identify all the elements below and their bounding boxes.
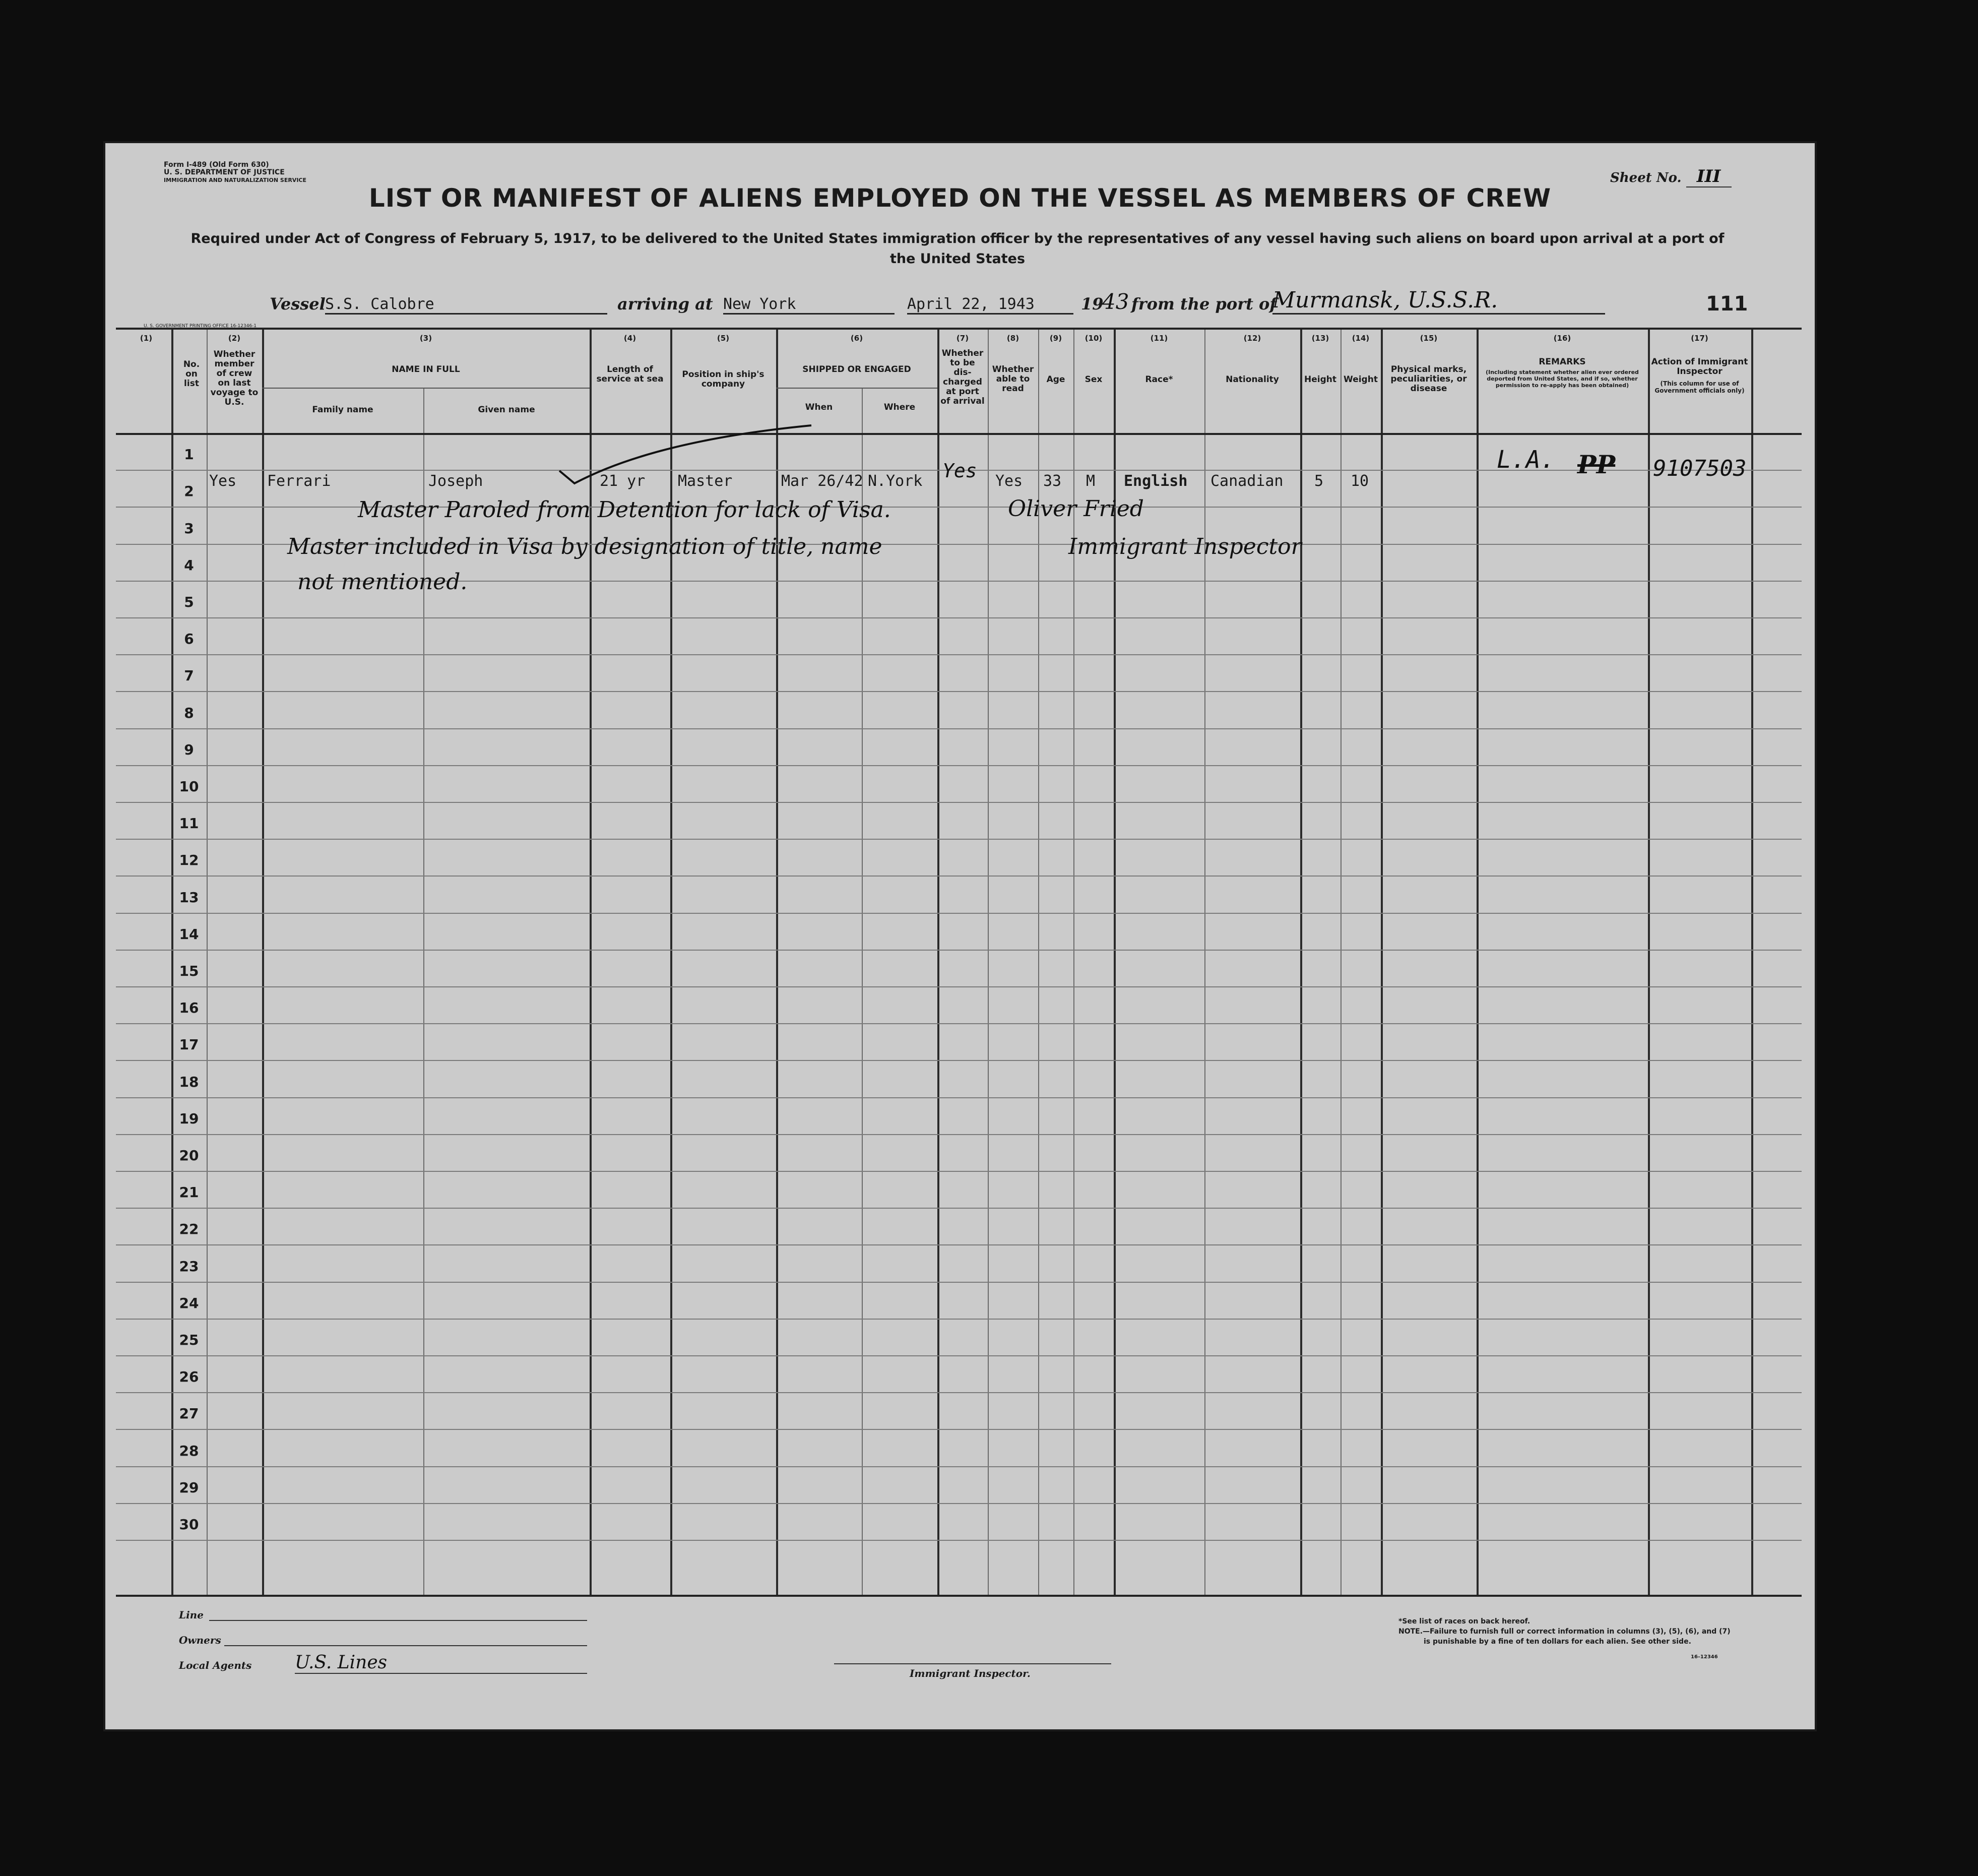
row-number: 17 xyxy=(179,1036,199,1053)
footer-note-2: is punishable by a fine of ten dollars for each alien. See other side. xyxy=(1424,1638,1691,1646)
row-number: 7 xyxy=(184,667,194,684)
col-header-action: Action of Immigrant Inspector xyxy=(1651,357,1748,377)
col-divider xyxy=(988,330,989,1595)
col-divider xyxy=(1751,330,1753,1595)
row-rule xyxy=(116,839,1802,840)
row-number: 21 xyxy=(179,1184,199,1201)
form-dept: U. S. DEPARTMENT OF JUSTICE xyxy=(164,168,285,176)
row-rule xyxy=(116,728,1802,729)
col-num: (6) xyxy=(850,334,863,343)
col-divider xyxy=(1648,330,1650,1595)
cell-height: 5 xyxy=(1314,472,1324,490)
year-prefix: 19 xyxy=(1081,294,1104,314)
cell-read: Yes xyxy=(995,472,1023,490)
footer-line-blank xyxy=(209,1620,587,1621)
col-num: (17) xyxy=(1691,334,1708,343)
col-divider xyxy=(1204,330,1205,1595)
col-num: (14) xyxy=(1352,334,1370,343)
manifest-sheet xyxy=(103,141,1817,1731)
col-divider xyxy=(1381,330,1383,1595)
cell-weight: 10 xyxy=(1351,472,1369,490)
col-header-discharged: Whether to be dis-charged at port of arrival xyxy=(940,348,985,406)
inspector-signature-title: Immigrant Inspector xyxy=(1068,534,1302,559)
cell-where: N.York xyxy=(868,472,923,490)
col-header-age: Age xyxy=(1046,374,1065,385)
col-header-where: Where xyxy=(883,402,916,412)
footer-code: 16–12346 xyxy=(1691,1654,1718,1660)
col-header-weight: Weight xyxy=(1344,374,1378,385)
col-divider xyxy=(1341,330,1342,1595)
col-header-nationality: Nationality xyxy=(1226,374,1279,385)
row-rule xyxy=(116,1060,1802,1061)
vessel-label: Vessel xyxy=(270,294,326,314)
row-number: 5 xyxy=(184,594,194,610)
col-num: (8) xyxy=(1006,334,1019,343)
form-id: Form I-489 (Old Form 630) xyxy=(164,161,269,169)
cell-discharged: Yes xyxy=(942,460,977,482)
row-rule xyxy=(116,913,1802,914)
row-number: 26 xyxy=(179,1368,199,1386)
row-rule xyxy=(116,802,1802,803)
col-header-shipped: SHIPPED OR ENGAGED xyxy=(802,364,911,374)
header-rule xyxy=(116,433,1802,435)
row-number: 14 xyxy=(179,925,199,943)
row-number: 9 xyxy=(184,741,194,758)
col-num: (11) xyxy=(1150,334,1168,343)
col-header-last-voyage: Whether member of crew on last voyage to U.S. xyxy=(210,349,259,407)
col-header-read: Whether able to read xyxy=(992,364,1034,394)
col-header-length-service: Length of service at sea xyxy=(596,364,664,384)
cell-position: Master xyxy=(678,472,733,490)
col-num: (10) xyxy=(1084,334,1103,343)
row-rule xyxy=(116,950,1802,951)
row-number: 16 xyxy=(179,999,199,1017)
row-rule xyxy=(116,1503,1802,1504)
col-num: (9) xyxy=(1049,334,1062,343)
col-divider xyxy=(1300,330,1302,1595)
row-number: 6 xyxy=(184,631,194,648)
row-rule xyxy=(116,1319,1802,1320)
footer-line-label: Line xyxy=(179,1609,204,1621)
row-rule xyxy=(116,1429,1802,1430)
shipped-subrule xyxy=(776,388,937,389)
row-number: 12 xyxy=(179,852,199,869)
row-rule xyxy=(116,1244,1802,1245)
form-service: IMMIGRATION AND NATURALIZATION SERVICE xyxy=(164,177,307,183)
form-id-block xyxy=(164,161,306,184)
col-header-physical-marks: Physical marks, peculiarities, or disease xyxy=(1390,364,1467,394)
handwritten-note-3: not mentioned. xyxy=(297,569,468,595)
row-rule xyxy=(116,986,1802,987)
row-number: 13 xyxy=(179,889,199,906)
row-number: 10 xyxy=(179,778,199,795)
row-rule xyxy=(116,1392,1802,1393)
cell-when: Mar 26/42 xyxy=(781,472,863,490)
struck-mark-icon: PP xyxy=(1577,450,1616,479)
cell-given-name: Joseph xyxy=(428,472,483,490)
col-num: (13) xyxy=(1311,334,1329,343)
from-port-label: from the port of xyxy=(1131,294,1277,314)
row-number: 11 xyxy=(179,815,199,832)
row-rule xyxy=(116,1171,1802,1172)
cell-family-name: Ferrari xyxy=(267,472,331,490)
row-rule xyxy=(116,1208,1802,1209)
row-number: 2 xyxy=(184,483,194,500)
arriving-label: arriving at xyxy=(617,294,713,314)
cell-action: 9107503 xyxy=(1653,456,1747,481)
row-rule xyxy=(116,691,1802,692)
col-header-remarks: REMARKS xyxy=(1539,357,1586,367)
row-number: 19 xyxy=(179,1110,199,1127)
col-header-height: Height xyxy=(1304,374,1336,385)
row-number: 22 xyxy=(179,1221,199,1238)
row-rule xyxy=(116,1355,1802,1356)
col-num: (15) xyxy=(1420,334,1438,343)
row-rule xyxy=(116,1097,1802,1098)
col-divider xyxy=(1477,330,1479,1595)
sheet-number-label: Sheet No. xyxy=(1610,170,1682,185)
col-divider xyxy=(862,388,863,1595)
footer-inspector-blank xyxy=(834,1663,1111,1664)
row-number: 30 xyxy=(179,1516,199,1533)
row-number: 23 xyxy=(179,1258,199,1275)
footer-agents-label: Local Agents xyxy=(179,1659,252,1671)
inspector-signature: Oliver Fried xyxy=(1008,496,1144,522)
footer-note-1: NOTE.—Failure to furnish full or correct information in columns (3), (5), (6), and (7) xyxy=(1398,1628,1731,1636)
col-header-when: When xyxy=(805,402,833,412)
row-rule xyxy=(116,1134,1802,1135)
name-subrule xyxy=(262,388,590,389)
col-header-race: Race* xyxy=(1145,374,1173,385)
vessel-line xyxy=(270,287,1761,318)
vessel-name: S.S. Calobre xyxy=(325,295,607,315)
departure-port: Murmansk, U.S.S.R. xyxy=(1272,287,1605,315)
col-num: (16) xyxy=(1553,334,1571,343)
footer-owners-blank xyxy=(224,1645,587,1646)
cell-nationality: Canadian xyxy=(1210,472,1284,490)
row-number: 25 xyxy=(179,1332,199,1348)
row-rule xyxy=(116,1282,1802,1283)
col-header-position: Position in ship's company xyxy=(682,369,764,389)
printing-office: U. S. GOVERNMENT PRINTING OFFICE 16-12346-1 xyxy=(144,324,257,329)
row-rule xyxy=(116,654,1802,655)
row-number: 15 xyxy=(179,963,199,979)
handwritten-note-2: Master included in Visa by designation of title, name xyxy=(287,534,882,559)
row-number: 1 xyxy=(184,446,194,463)
col-header-name: NAME IN FULL xyxy=(392,364,460,374)
row-rule xyxy=(116,1540,1802,1541)
cell-race: English xyxy=(1124,472,1188,490)
page-subtitle: Required under Act of Congress of February 5, 1917, to be delivered to the United States immigration officer by the representatives of any vessel having such aliens on board upon arrival at a port of the United States xyxy=(190,231,1725,267)
list-number: 111 xyxy=(1706,292,1748,316)
col-header-family-name: Family name xyxy=(312,405,373,415)
footer-owners-label: Owners xyxy=(179,1634,221,1646)
col-num: (12) xyxy=(1243,334,1261,343)
col-header-no: No. on list xyxy=(183,359,200,389)
sheet-number-value: III xyxy=(1686,166,1732,187)
year-value: 43 xyxy=(1102,289,1129,314)
row-rule xyxy=(116,1023,1802,1024)
col-divider xyxy=(207,330,208,1595)
arriving-port: New York xyxy=(723,295,895,315)
col-num: (2) xyxy=(228,334,241,343)
col-num: (3) xyxy=(419,334,432,343)
col-header-sex: Sex xyxy=(1084,374,1103,385)
row-number: 8 xyxy=(184,704,194,721)
row-number: 24 xyxy=(179,1294,199,1311)
footer-agents-value: U.S. Lines xyxy=(295,1652,587,1674)
row-number: 3 xyxy=(184,520,194,537)
handwritten-note-1: Master Paroled from Detention for lack of Visa. xyxy=(358,497,891,523)
row-rule xyxy=(116,765,1802,766)
row-number: 4 xyxy=(184,556,194,574)
cell-last-voyage: Yes xyxy=(209,472,237,490)
row-number: 18 xyxy=(179,1073,199,1090)
cell-age: 33 xyxy=(1043,472,1062,490)
footer xyxy=(179,1603,1741,1719)
cell-remarks: L.A. xyxy=(1497,446,1555,474)
arrival-date: April 22, 1943 xyxy=(907,295,1073,315)
footer-note-races: *See list of races on back hereof. xyxy=(1398,1617,1530,1625)
col-divider xyxy=(262,330,264,1595)
col-header-action-note: (This column for use of Government officials only) xyxy=(1654,380,1745,394)
col-num: (7) xyxy=(956,334,969,343)
col-header-given-name: Given name xyxy=(478,405,535,415)
cell-sex: M xyxy=(1086,472,1096,490)
row-rule xyxy=(116,1466,1802,1467)
row-number: 29 xyxy=(179,1479,199,1496)
cell-service: 21 yr xyxy=(600,472,646,490)
footer-inspector-label: Immigrant Inspector. xyxy=(910,1667,1031,1679)
col-num: (5) xyxy=(717,334,730,343)
row-number: 28 xyxy=(179,1442,199,1459)
manifest-table xyxy=(116,328,1802,1597)
row-number: 20 xyxy=(179,1147,199,1164)
col-divider xyxy=(937,330,939,1595)
col-num: (1) xyxy=(140,334,153,343)
row-rule xyxy=(116,876,1802,877)
col-num: (4) xyxy=(623,334,636,343)
row-rule xyxy=(116,617,1802,618)
page-title: LIST OR MANIFEST OF ALIENS EMPLOYED ON THE VESSEL AS MEMBERS OF CREW xyxy=(368,183,1552,213)
col-header-remarks-note: (Including statement whether alien ever ordered deported from United States, and if so, whether permission to re-apply has been obtained) xyxy=(1486,369,1639,389)
row-number: 27 xyxy=(179,1405,199,1422)
check-mark-icon xyxy=(554,420,816,486)
